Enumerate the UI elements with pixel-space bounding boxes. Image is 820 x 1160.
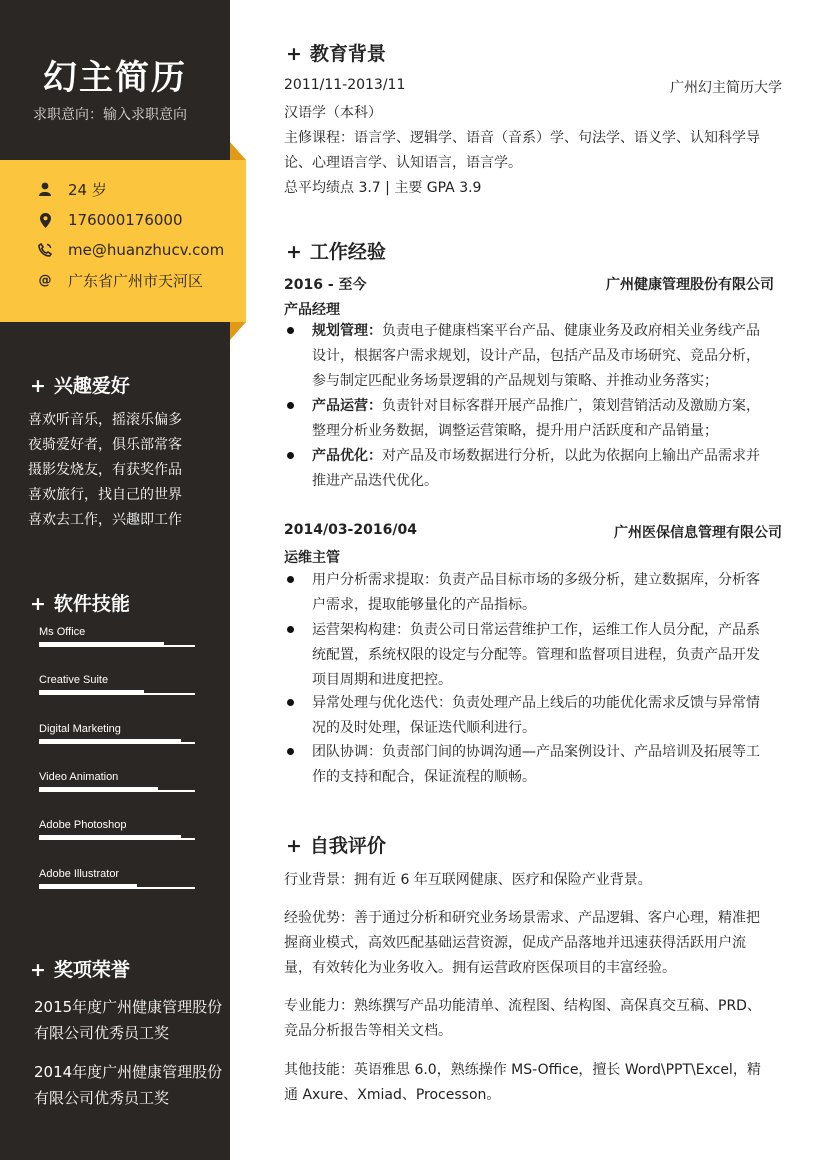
job-role: 产品经理 bbox=[284, 302, 340, 318]
skill-label: Digital Marketing bbox=[39, 723, 121, 735]
work-title: + 工作经验 bbox=[286, 241, 386, 263]
skill-label: Adobe Photoshop bbox=[39, 819, 127, 831]
education-courses: 主修课程：语言学、逻辑学、语音（音系）学、句法学、语义学、认知科学导 bbox=[284, 130, 760, 146]
hobby-line: 喜欢旅行，找自己的世界 bbox=[28, 487, 182, 503]
skill-label: Creative Suite bbox=[39, 674, 109, 686]
self-eval-line: 竞品分析报告等相关文档。 bbox=[284, 1023, 452, 1039]
education-major: 汉语学（本科） bbox=[284, 105, 382, 121]
plus-icon: + bbox=[30, 593, 46, 615]
skill-bar-fill bbox=[39, 642, 164, 647]
job-period: 2014/03-2016/04 bbox=[284, 522, 417, 538]
hobby-line: 喜欢去工作，兴趣即工作 bbox=[28, 512, 182, 528]
skill-label: Ms Office bbox=[39, 626, 86, 638]
awards-title: + 奖项荣誉 bbox=[30, 959, 130, 981]
job-bullet: 运营架构构建：负责公司日常运营维护工作，运维工作人员分配，产品系 统配置，系统权限的设定与分配等。管理和监督项目进程，负责产品开发 项目周期和进度把控。 bbox=[312, 622, 760, 688]
self-eval-title: + 自我评价 bbox=[286, 835, 386, 857]
location-pin-icon bbox=[36, 211, 54, 229]
phone-icon bbox=[36, 241, 54, 259]
self-eval-line: 行业背景：拥有近 6 年互联网健康、医疗和保险产业背景。 bbox=[284, 872, 652, 888]
hobby-line: 喜欢听音乐，摇滚乐偏多 bbox=[28, 412, 182, 428]
self-eval-line: 握商业模式，高效匹配基础运营资源，促成产品落地并迅速获得活跃用户流 bbox=[284, 935, 746, 951]
job-bullet: 产品运营：负责针对目标客群开展产品推广，策划营销活动及激励方案， 整理分析业务数据，调整运营策略，提升用户活跃度和产品销量； bbox=[312, 398, 760, 439]
bullet-dot bbox=[287, 327, 294, 334]
self-eval-line: 其他技能：英语雅思 6.0，熟练操作 MS-Office，擅长 Word\PPT\Excel，精 bbox=[284, 1062, 761, 1078]
job-bullet: 规划管理：负责电子健康档案平台产品、健康业务及政府相关业务线产品 设计，根据客户需求规划，设计产品，包括产品及市场研究、竞品分析， 参与制定匹配业务场景逻辑的产品规划与策略、并推动业务落实； bbox=[312, 323, 760, 389]
job-bullet: 异常处理与优化迭代：负责处理产品上线后的功能优化需求反馈与异常情 况的及时处理，保证迭代顺利进行。 bbox=[312, 695, 760, 736]
ribbon-fold-top bbox=[230, 142, 246, 160]
self-eval-line: 专业能力：熟练撰写产品功能清单、流程图、结构图、高保真交互稿、PRD、 bbox=[284, 998, 761, 1014]
job-role: 运维主管 bbox=[284, 550, 340, 566]
contact-address bbox=[36, 268, 203, 292]
skill-bar-fill bbox=[39, 739, 181, 744]
user-icon bbox=[36, 180, 54, 198]
contact-age bbox=[36, 177, 107, 201]
job-bullet: 团队协调：负责部门间的协调沟通—产品案例设计、产品培训及拓展等工 作的支持和配合，保证流程的顺畅。 bbox=[312, 744, 760, 785]
award-line: 有限公司优秀员工奖 bbox=[34, 1024, 170, 1042]
award-line: 2014年度广州健康管理股份 bbox=[34, 1063, 223, 1081]
plus-icon: + bbox=[30, 375, 46, 397]
self-eval-line: 量，有效转化为业务收入。拥有运营政府医保项目的丰富经验。 bbox=[284, 960, 676, 976]
job-company: 广州健康管理股份有限公司 bbox=[606, 277, 774, 293]
skill-label: Adobe Illustrator bbox=[39, 868, 120, 880]
hobby-line: 摄影发烧友，有获奖作品 bbox=[28, 462, 182, 478]
bullet-dot bbox=[287, 626, 294, 633]
skill-bar-fill bbox=[39, 835, 181, 840]
candidate-name: 幻主简历 bbox=[43, 58, 187, 98]
bullet-dot bbox=[287, 699, 294, 706]
plus-icon: + bbox=[286, 43, 302, 65]
ribbon-fold-bottom bbox=[230, 322, 246, 340]
education-gpa: 总平均绩点 3.7 | 主要 GPA 3.9 bbox=[284, 180, 482, 196]
self-eval-line: 通 Axure、Xmiad、Processon。 bbox=[284, 1087, 501, 1103]
plus-icon: + bbox=[286, 835, 302, 857]
phone-text: 176000176000 bbox=[68, 211, 183, 229]
skill-bar-fill bbox=[39, 690, 144, 695]
award-line: 有限公司优秀员工奖 bbox=[34, 1089, 170, 1107]
contact-phone bbox=[36, 208, 183, 232]
job-period: 2016 - 至今 bbox=[284, 277, 367, 293]
contact-email bbox=[36, 238, 224, 262]
bullet-dot bbox=[287, 576, 294, 583]
skill-bar-fill bbox=[39, 884, 137, 889]
education-title: + 教育背景 bbox=[286, 43, 386, 65]
skill-bar-fill bbox=[39, 787, 158, 792]
at-icon: @ bbox=[38, 272, 52, 288]
education-period: 2011/11-2013/11 bbox=[284, 77, 406, 93]
hobby-line: 夜骑爱好者，俱乐部常客 bbox=[28, 437, 182, 453]
skill-label: Video Animation bbox=[39, 771, 119, 783]
bullet-dot bbox=[287, 452, 294, 459]
plus-icon: + bbox=[30, 959, 46, 981]
skills-title: + 软件技能 bbox=[30, 593, 130, 615]
award-line: 2015年度广州健康管理股份 bbox=[34, 998, 223, 1016]
bullet-dot bbox=[287, 748, 294, 755]
job-intent: 求职意向：输入求职意向 bbox=[33, 107, 187, 123]
job-company: 广州医保信息管理有限公司 bbox=[614, 525, 782, 541]
age-text: 24 岁 bbox=[68, 180, 107, 199]
job-bullet: 用户分析需求提取：负责产品目标市场的多级分析，建立数据库，分析客 户需求，提取能够量化的产品指标。 bbox=[312, 572, 760, 613]
address-text: 广东省广州市天河区 bbox=[68, 271, 204, 290]
plus-icon: + bbox=[286, 241, 302, 263]
bullet-dot bbox=[287, 402, 294, 409]
self-eval-line: 经验优势：善于通过分析和研究业务场景需求、产品逻辑、客户心理，精准把 bbox=[284, 910, 760, 926]
email-text: me@huanzhucv.com bbox=[68, 241, 225, 259]
hobbies-title: + 兴趣爱好 bbox=[30, 375, 130, 397]
education-school: 广州幻主简历大学 bbox=[670, 80, 782, 96]
education-courses: 论、心理语言学、认知语言，语言学。 bbox=[284, 155, 522, 171]
ribbon-edge bbox=[230, 160, 246, 322]
job-bullet: 产品优化：对产品及市场数据进行分析，以此为依据向上输出产品需求并 推进产品迭代优化。 bbox=[312, 448, 760, 489]
